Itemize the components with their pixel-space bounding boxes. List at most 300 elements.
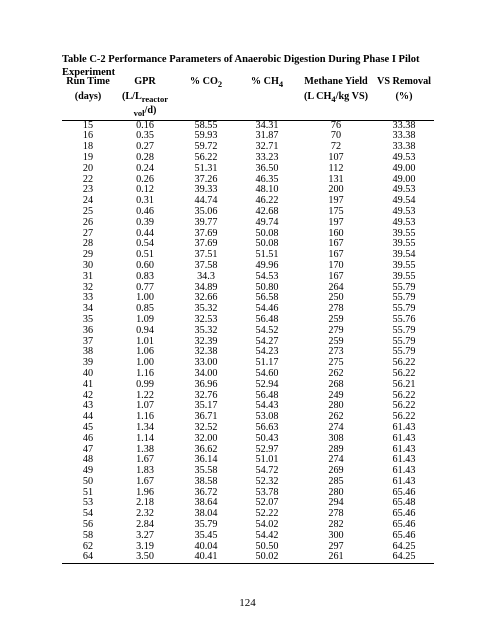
- cell-ch4: 33.23: [255, 151, 279, 163]
- cell-co2: 32.53: [194, 313, 218, 325]
- cell-methane-yield: 160: [328, 227, 344, 239]
- cell-run-time: 50: [82, 475, 94, 487]
- header-co2: % $CO_2$: [189, 76, 223, 90]
- cell-vs-removal: 39.55: [392, 270, 416, 282]
- cell-vs-removal: 55.79: [392, 281, 416, 293]
- cell-run-time: 29: [82, 249, 94, 261]
- cell-methane-yield: 249: [328, 389, 344, 401]
- cell-ch4: 52.22: [255, 508, 279, 520]
- cell-methane-yield: 297: [328, 540, 344, 552]
- table-row: [62, 498, 434, 509]
- table-row: [62, 315, 434, 326]
- cell-ch4: 56.48: [255, 313, 279, 325]
- table-row: [62, 369, 434, 380]
- table-row: [62, 509, 434, 520]
- table-row: [62, 196, 434, 207]
- table-row: [62, 455, 434, 466]
- cell-gpr: 3.27: [136, 529, 154, 541]
- cell-vs-removal: 55.76: [392, 313, 416, 325]
- cell-gpr: 0.51: [136, 249, 154, 261]
- cell-ch4: 54.46: [255, 303, 279, 315]
- table-row: [62, 250, 434, 261]
- cell-run-time: 49: [82, 465, 94, 477]
- cell-co2: 38.58: [194, 475, 218, 487]
- cell-vs-removal: 39.55: [392, 238, 416, 250]
- cell-methane-yield: 268: [328, 378, 344, 390]
- cell-methane-yield: 197: [328, 195, 344, 207]
- cell-co2: 35.06: [194, 205, 218, 217]
- cell-gpr: 3.19: [136, 540, 154, 552]
- table-row: [62, 229, 434, 240]
- header-row: [62, 76, 434, 91]
- cell-gpr: 1.07: [136, 400, 154, 412]
- cell-ch4: 56.63: [255, 421, 279, 433]
- cell-co2: 39.77: [194, 216, 218, 228]
- cell-gpr: 3.50: [114, 552, 176, 563]
- cell-ch4: 56.58: [255, 292, 279, 304]
- cell-vs-removal: 55.79: [392, 303, 416, 315]
- cell-vs-removal: 65.46: [392, 486, 416, 498]
- cell-gpr: 0.46: [136, 205, 154, 217]
- table-row: [62, 434, 434, 445]
- table-body: [62, 120, 434, 564]
- cell-ch4: 50.43: [255, 432, 279, 444]
- table-row: [62, 326, 434, 337]
- table-row: [62, 218, 434, 229]
- cell-gpr: 2.84: [136, 519, 154, 531]
- unit-co2: [176, 91, 236, 121]
- table-row: [62, 412, 434, 423]
- cell-methane-yield: 72: [330, 141, 342, 153]
- cell-gpr: 0.99: [136, 378, 154, 390]
- cell-ch4: 50.02: [236, 552, 298, 563]
- cell-vs-removal: 39.55: [392, 259, 416, 271]
- cell-run-time: 39: [82, 357, 94, 369]
- cell-co2: 37.58: [194, 259, 218, 271]
- cell-methane-yield: 280: [328, 486, 344, 498]
- header-gpr: GPR: [134, 76, 156, 87]
- cell-co2: 32.52: [194, 421, 218, 433]
- cell-ch4: 53.08: [255, 411, 279, 423]
- cell-ch4: 51.17: [255, 357, 279, 369]
- cell-co2: 37.26: [194, 173, 218, 185]
- cell-vs-removal: 49.53: [392, 205, 416, 217]
- cell-run-time: 56: [82, 519, 94, 531]
- cell-run-time: 22: [82, 173, 94, 185]
- cell-ch4: 54.60: [255, 367, 279, 379]
- cell-co2: 34.3: [197, 270, 215, 282]
- cell-run-time: 18: [82, 141, 94, 153]
- cell-co2: 37.69: [194, 238, 218, 250]
- cell-gpr: 1.16: [136, 411, 154, 423]
- cell-ch4: 51.01: [255, 454, 279, 466]
- cell-run-time: 35: [82, 313, 94, 325]
- cell-run-time: 24: [82, 195, 94, 207]
- cell-methane-yield: 278: [328, 508, 344, 520]
- cell-ch4: 54.72: [255, 465, 279, 477]
- cell-methane-yield: 76: [330, 119, 342, 131]
- table-row: [62, 380, 434, 391]
- table-row: [62, 207, 434, 218]
- cell-gpr: 1.38: [136, 443, 154, 455]
- table-row: [62, 552, 434, 563]
- cell-gpr: 1.34: [136, 421, 154, 433]
- cell-co2: 40.41: [176, 552, 236, 563]
- cell-methane-yield: 262: [328, 411, 344, 423]
- cell-ch4: 52.97: [255, 443, 279, 455]
- table-row: [62, 401, 434, 412]
- table-row: [62, 120, 434, 131]
- cell-run-time: 62: [82, 540, 94, 552]
- cell-co2: 33.00: [194, 357, 218, 369]
- table-row: [62, 477, 434, 488]
- cell-gpr: 2.18: [136, 497, 154, 509]
- cell-run-time: 27: [82, 227, 94, 239]
- cell-vs-removal: 49.53: [392, 216, 416, 228]
- cell-vs-removal: 65.48: [392, 497, 416, 509]
- cell-ch4: 52.94: [255, 378, 279, 390]
- performance-table: [62, 76, 434, 564]
- cell-run-time: 20: [82, 162, 94, 174]
- table-row: [62, 358, 434, 369]
- cell-vs-removal: 65.46: [392, 508, 416, 520]
- cell-co2: 38.04: [194, 508, 218, 520]
- cell-ch4: 42.68: [255, 205, 279, 217]
- cell-methane-yield: 269: [328, 465, 344, 477]
- cell-run-time: 47: [82, 443, 94, 455]
- cell-methane-yield: 259: [328, 313, 344, 325]
- cell-ch4: 50.08: [255, 227, 279, 239]
- cell-vs-removal: 61.43: [392, 421, 416, 433]
- cell-ch4: 51.51: [255, 249, 279, 261]
- cell-co2: 59.72: [194, 141, 218, 153]
- cell-methane-yield: 278: [328, 303, 344, 315]
- table-row: [62, 520, 434, 531]
- cell-gpr: 0.24: [136, 162, 154, 174]
- table-row: [62, 142, 434, 153]
- table-row: [62, 445, 434, 456]
- cell-ch4: 48.10: [255, 184, 279, 196]
- cell-co2: 36.14: [194, 454, 218, 466]
- unit-run-time: (days): [62, 91, 114, 121]
- table-caption: Table C-2 Performance Parameters of Anaerobic Digestion During Phase I Pilot Experiment: [62, 54, 420, 78]
- cell-run-time: 28: [82, 238, 94, 250]
- cell-vs-removal: 56.22: [392, 389, 416, 401]
- cell-methane-yield: 262: [328, 367, 344, 379]
- table-row: [62, 164, 434, 175]
- cell-gpr: 1.16: [136, 367, 154, 379]
- cell-co2: 32.38: [194, 346, 218, 358]
- cell-ch4: 46.22: [255, 195, 279, 207]
- cell-methane-yield: 197: [328, 216, 344, 228]
- cell-gpr: 0.94: [136, 324, 154, 336]
- cell-co2: 59.93: [194, 130, 218, 142]
- cell-methane-yield: 282: [328, 519, 344, 531]
- cell-methane-yield: 200: [328, 184, 344, 196]
- unit-vs-removal: (%): [374, 91, 434, 121]
- cell-co2: 34.89: [194, 281, 218, 293]
- cell-methane-yield: 289: [328, 443, 344, 455]
- cell-co2: 35.58: [194, 465, 218, 477]
- unit-gpr: $(L/L_{reactor vol}/d)$: [114, 91, 176, 121]
- cell-gpr: 0.83: [136, 270, 154, 282]
- cell-co2: 35.32: [194, 324, 218, 336]
- cell-ch4: 54.27: [255, 335, 279, 347]
- cell-run-time: 42: [82, 389, 94, 401]
- cell-methane-yield: 264: [328, 281, 344, 293]
- cell-methane-yield: 170: [328, 259, 344, 271]
- cell-methane-yield: 261: [298, 552, 374, 563]
- cell-vs-removal: 56.22: [392, 367, 416, 379]
- table-row: [62, 283, 434, 294]
- cell-vs-removal: 65.46: [392, 519, 416, 531]
- page-number: 124: [239, 597, 256, 609]
- cell-ch4: 52.32: [255, 475, 279, 487]
- cell-co2: 51.31: [194, 162, 218, 174]
- table-row: [62, 542, 434, 553]
- unit-methane-yield: (L $CH_4/kg$ VS): [298, 91, 374, 121]
- cell-run-time: 34: [82, 303, 94, 315]
- cell-run-time: 23: [82, 184, 94, 196]
- cell-gpr: 2.32: [136, 508, 154, 520]
- cell-methane-yield: 300: [328, 529, 344, 541]
- table-row: [62, 239, 434, 250]
- table-row: [62, 272, 434, 283]
- cell-ch4: 56.48: [255, 389, 279, 401]
- cell-vs-removal: 61.43: [392, 454, 416, 466]
- cell-run-time: 16: [82, 130, 94, 142]
- table-row: [62, 175, 434, 186]
- cell-ch4: 49.74: [255, 216, 279, 228]
- cell-vs-removal: 39.54: [392, 249, 416, 261]
- table-row: [62, 131, 434, 142]
- cell-methane-yield: 167: [328, 270, 344, 282]
- cell-run-time: 44: [82, 411, 94, 423]
- cell-vs-removal: 64.25: [374, 552, 434, 563]
- cell-methane-yield: 131: [328, 173, 344, 185]
- cell-vs-removal: 49.53: [392, 184, 416, 196]
- cell-gpr: 0.28: [136, 151, 154, 163]
- cell-co2: 35.45: [194, 529, 218, 541]
- cell-run-time: 25: [82, 205, 94, 217]
- cell-gpr: 1.00: [136, 292, 154, 304]
- cell-gpr: 0.16: [136, 119, 154, 131]
- cell-gpr: 1.00: [136, 357, 154, 369]
- cell-gpr: 0.44: [136, 227, 154, 239]
- table-row: [62, 185, 434, 196]
- cell-gpr: 0.31: [136, 195, 154, 207]
- cell-gpr: 0.39: [136, 216, 154, 228]
- cell-gpr: 1.01: [136, 335, 154, 347]
- cell-co2: 37.51: [194, 249, 218, 261]
- cell-methane-yield: 167: [328, 249, 344, 261]
- cell-gpr: 1.09: [136, 313, 154, 325]
- cell-ch4: 36.50: [255, 162, 279, 174]
- cell-ch4: 53.78: [255, 486, 279, 498]
- cell-ch4: 49.96: [255, 259, 279, 271]
- cell-run-time: 32: [82, 281, 94, 293]
- cell-run-time: 38: [82, 346, 94, 358]
- cell-ch4: 52.07: [255, 497, 279, 509]
- cell-co2: 40.04: [194, 540, 218, 552]
- cell-methane-yield: 273: [328, 346, 344, 358]
- cell-run-time: 33: [82, 292, 94, 304]
- cell-methane-yield: 274: [328, 454, 344, 466]
- cell-vs-removal: 55.79: [392, 335, 416, 347]
- cell-gpr: 0.77: [136, 281, 154, 293]
- cell-co2: 34.00: [194, 367, 218, 379]
- cell-gpr: 1.06: [136, 346, 154, 358]
- cell-methane-yield: 308: [328, 432, 344, 444]
- cell-run-time: 15: [82, 119, 94, 131]
- table-row: [62, 391, 434, 402]
- table-row: [62, 466, 434, 477]
- table-row: [62, 293, 434, 304]
- cell-gpr: 1.14: [136, 432, 154, 444]
- cell-methane-yield: 175: [328, 205, 344, 217]
- cell-vs-removal: 33.38: [392, 119, 416, 131]
- header-vs-removal: VS Removal: [376, 76, 432, 87]
- cell-vs-removal: 61.43: [392, 465, 416, 477]
- cell-vs-removal: 49.00: [392, 162, 416, 174]
- cell-methane-yield: 259: [328, 335, 344, 347]
- cell-vs-removal: 61.43: [392, 432, 416, 444]
- table-row: [62, 347, 434, 358]
- table-row: [62, 423, 434, 434]
- cell-run-time: 58: [82, 529, 94, 541]
- cell-ch4: 50.08: [255, 238, 279, 250]
- cell-methane-yield: 280: [328, 400, 344, 412]
- cell-gpr: 1.96: [136, 486, 154, 498]
- cell-co2: 32.76: [194, 389, 218, 401]
- cell-run-time: 46: [82, 432, 94, 444]
- cell-run-time: 45: [82, 421, 94, 433]
- cell-ch4: 50.80: [255, 281, 279, 293]
- cell-vs-removal: 56.21: [392, 378, 416, 390]
- table-row: [62, 488, 434, 499]
- cell-vs-removal: 56.22: [392, 411, 416, 423]
- cell-run-time: 53: [82, 497, 94, 509]
- cell-methane-yield: 279: [328, 324, 344, 336]
- cell-vs-removal: 56.22: [392, 357, 416, 369]
- cell-co2: 37.69: [194, 227, 218, 239]
- cell-run-time: 30: [82, 259, 94, 271]
- cell-methane-yield: 70: [330, 130, 342, 142]
- cell-co2: 36.62: [194, 443, 218, 455]
- cell-gpr: 1.83: [136, 465, 154, 477]
- cell-run-time: 43: [82, 400, 94, 412]
- table-row: [62, 337, 434, 348]
- cell-co2: 44.74: [194, 195, 218, 207]
- cell-co2: 35.79: [194, 519, 218, 531]
- cell-vs-removal: 33.38: [392, 130, 416, 142]
- cell-ch4: 32.71: [255, 141, 279, 153]
- table-row: [62, 153, 434, 164]
- cell-vs-removal: 39.55: [392, 227, 416, 239]
- cell-methane-yield: 275: [328, 357, 344, 369]
- cell-gpr: 0.12: [136, 184, 154, 196]
- cell-methane-yield: 294: [328, 497, 344, 509]
- cell-gpr: 1.22: [136, 389, 154, 401]
- cell-ch4: 54.43: [255, 400, 279, 412]
- cell-co2: 38.64: [194, 497, 218, 509]
- table-row: [62, 261, 434, 272]
- cell-vs-removal: 49.00: [392, 173, 416, 185]
- cell-run-time: 40: [82, 367, 94, 379]
- cell-vs-removal: 33.38: [392, 141, 416, 153]
- cell-vs-removal: 64.25: [392, 540, 416, 552]
- header-run-time: Run Time: [66, 76, 110, 87]
- cell-vs-removal: 55.79: [392, 346, 416, 358]
- cell-gpr: 0.60: [136, 259, 154, 271]
- cell-vs-removal: 49.53: [392, 151, 416, 163]
- cell-vs-removal: 61.43: [392, 443, 416, 455]
- header-methane-yield: Methane Yield: [304, 76, 368, 87]
- cell-methane-yield: 285: [328, 475, 344, 487]
- cell-vs-removal: 61.43: [392, 475, 416, 487]
- cell-ch4: 54.02: [255, 519, 279, 531]
- cell-co2: 58.55: [194, 119, 218, 131]
- cell-vs-removal: 65.46: [392, 529, 416, 541]
- cell-co2: 32.00: [194, 432, 218, 444]
- cell-ch4: 31.87: [255, 130, 279, 142]
- cell-run-time: 26: [82, 216, 94, 228]
- cell-gpr: 0.85: [136, 303, 154, 315]
- cell-ch4: 34.31: [255, 119, 279, 131]
- cell-co2: 39.33: [194, 184, 218, 196]
- cell-vs-removal: 49.54: [392, 195, 416, 207]
- header-ch4: % $CH_4$: [250, 76, 284, 90]
- cell-co2: 32.39: [194, 335, 218, 347]
- cell-gpr: 0.26: [136, 173, 154, 185]
- cell-gpr: 0.35: [136, 130, 154, 142]
- cell-run-time: 51: [82, 486, 94, 498]
- cell-ch4: 54.23: [255, 346, 279, 358]
- cell-methane-yield: 107: [328, 151, 344, 163]
- cell-methane-yield: 250: [328, 292, 344, 304]
- cell-methane-yield: 274: [328, 421, 344, 433]
- cell-co2: 36.71: [194, 411, 218, 423]
- cell-run-time: 31: [82, 270, 94, 282]
- cell-run-time: 48: [82, 454, 94, 466]
- cell-vs-removal: 56.22: [392, 400, 416, 412]
- cell-gpr: 1.67: [136, 475, 154, 487]
- cell-co2: 35.17: [194, 400, 218, 412]
- header-units-row: [62, 91, 434, 121]
- cell-vs-removal: 55.79: [392, 324, 416, 336]
- cell-run-time: 37: [82, 335, 94, 347]
- cell-co2: 56.22: [194, 151, 218, 163]
- cell-run-time: 64: [62, 552, 114, 563]
- cell-run-time: 36: [82, 324, 94, 336]
- cell-co2: 32.66: [194, 292, 218, 304]
- cell-co2: 35.32: [194, 303, 218, 315]
- cell-gpr: 1.67: [136, 454, 154, 466]
- cell-run-time: 41: [82, 378, 94, 390]
- cell-ch4: 54.42: [255, 529, 279, 541]
- cell-gpr: 0.27: [136, 141, 154, 153]
- cell-co2: 36.96: [194, 378, 218, 390]
- table-row: [62, 304, 434, 315]
- cell-gpr: 0.54: [136, 238, 154, 250]
- table-row: [62, 531, 434, 542]
- cell-run-time: 54: [82, 508, 94, 520]
- cell-ch4: 54.52: [255, 324, 279, 336]
- cell-vs-removal: 55.79: [392, 292, 416, 304]
- cell-run-time: 19: [82, 151, 94, 163]
- cell-methane-yield: 167: [328, 238, 344, 250]
- cell-co2: 36.72: [194, 486, 218, 498]
